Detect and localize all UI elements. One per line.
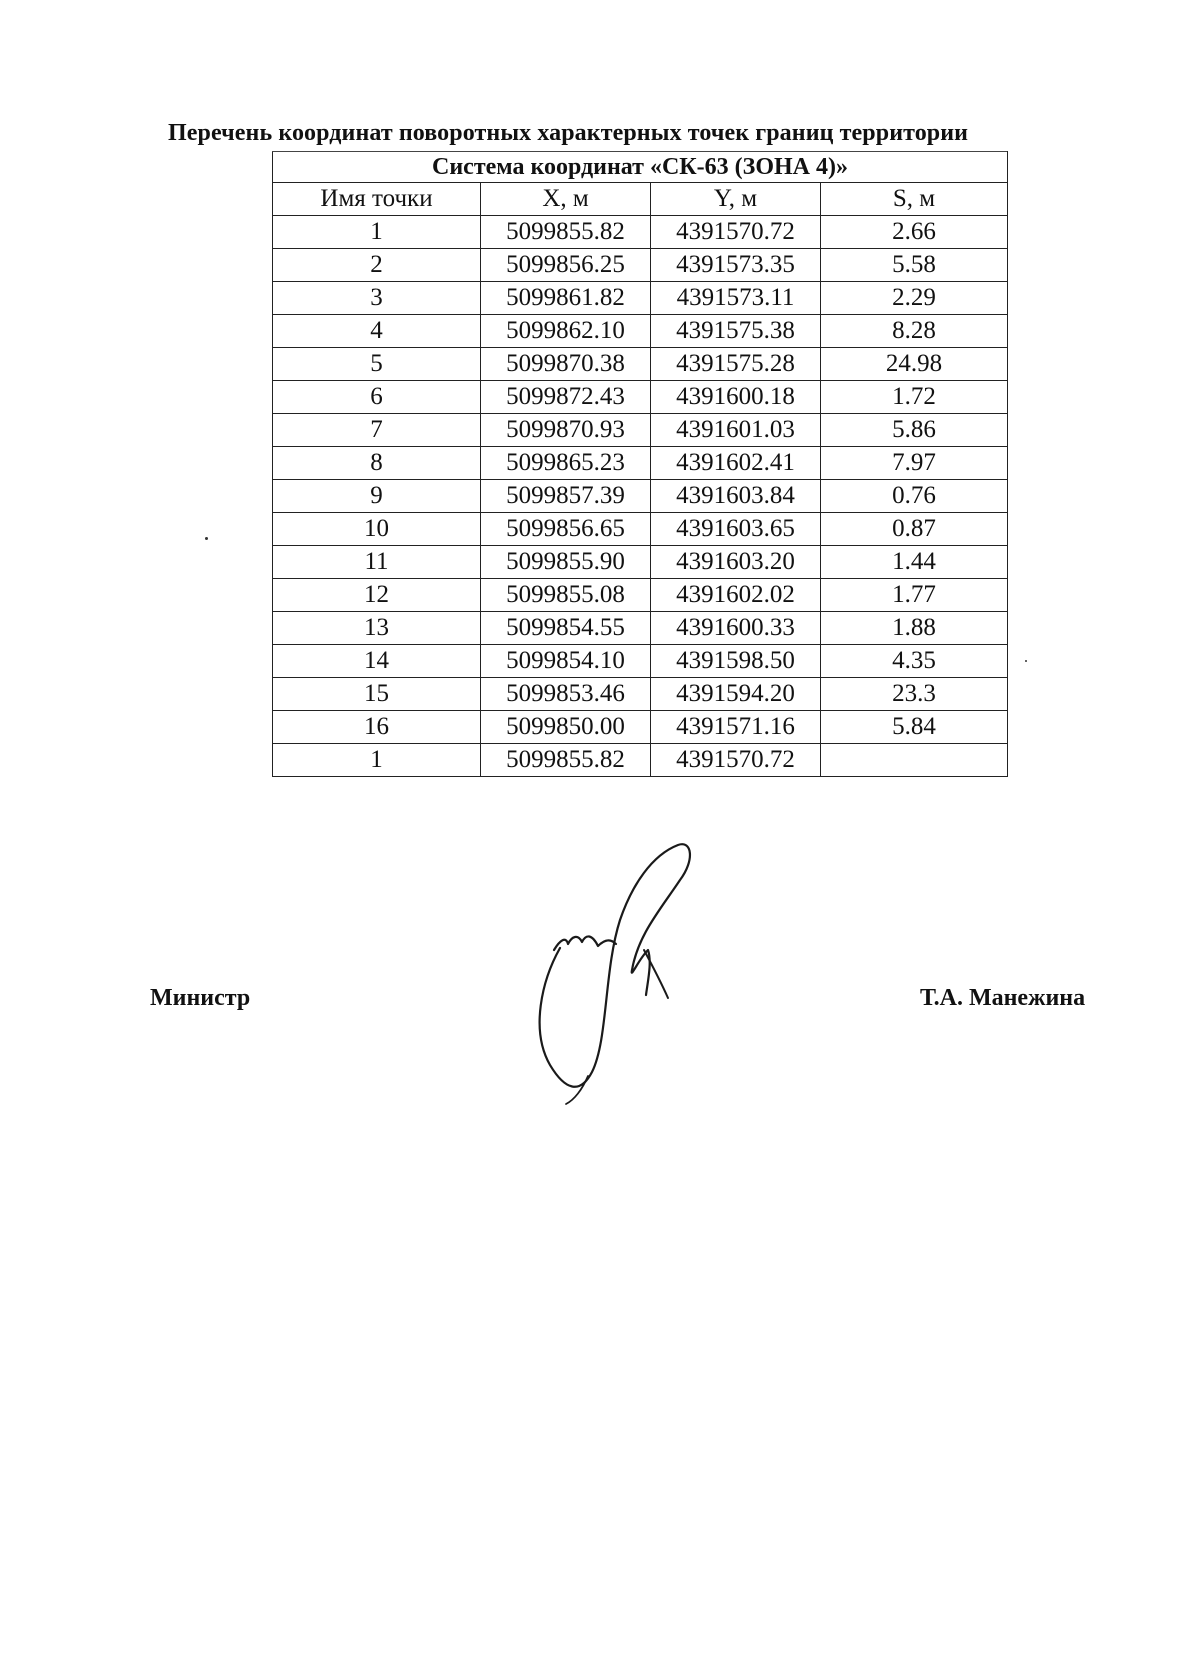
- handwritten-signature: [520, 840, 700, 1110]
- cell-x: 5099856.25: [481, 249, 651, 282]
- cell-point-name: 9: [273, 480, 481, 513]
- cell-x: 5099854.55: [481, 612, 651, 645]
- cell-s: 5.84: [821, 711, 1008, 744]
- cell-y: 4391571.16: [651, 711, 821, 744]
- table-row: [273, 381, 1008, 414]
- cell-y: 4391603.20: [651, 546, 821, 579]
- cell-y: 4391600.18: [651, 381, 821, 414]
- cell-s: [821, 744, 1008, 777]
- cell-s: 24.98: [821, 348, 1008, 381]
- cell-s: 2.66: [821, 216, 1008, 249]
- coordinates-table: [272, 151, 1008, 777]
- scan-speck: [205, 537, 208, 540]
- cell-y: 4391601.03: [651, 414, 821, 447]
- cell-y: 4391598.50: [651, 645, 821, 678]
- cell-y: 4391602.02: [651, 579, 821, 612]
- cell-s: 1.88: [821, 612, 1008, 645]
- table-row: [273, 216, 1008, 249]
- cell-y: 4391575.28: [651, 348, 821, 381]
- cell-s: 4.35: [821, 645, 1008, 678]
- cell-s: 23.3: [821, 678, 1008, 711]
- cell-point-name: 8: [273, 447, 481, 480]
- scan-speck: [1025, 660, 1027, 662]
- table-row: [273, 447, 1008, 480]
- cell-s: 1.77: [821, 579, 1008, 612]
- cell-point-name: 5: [273, 348, 481, 381]
- page-title: Перечень координат поворотных характерных точек границ территории: [168, 120, 969, 146]
- cell-y: 4391603.65: [651, 513, 821, 546]
- table-row: [273, 645, 1008, 678]
- cell-y: 4391570.72: [651, 744, 821, 777]
- table-row: [273, 282, 1008, 315]
- cell-s: 1.72: [821, 381, 1008, 414]
- table-row: [273, 579, 1008, 612]
- cell-point-name: 16: [273, 711, 481, 744]
- cell-x: 5099872.43: [481, 381, 651, 414]
- column-header-s: S, м: [821, 183, 1008, 216]
- cell-s: 1.44: [821, 546, 1008, 579]
- cell-s: 0.87: [821, 513, 1008, 546]
- cell-x: 5099854.10: [481, 645, 651, 678]
- cell-y: 4391602.41: [651, 447, 821, 480]
- cell-point-name: 1: [273, 744, 481, 777]
- cell-x: 5099853.46: [481, 678, 651, 711]
- cell-point-name: 2: [273, 249, 481, 282]
- cell-y: 4391573.11: [651, 282, 821, 315]
- cell-s: 5.86: [821, 414, 1008, 447]
- table-row: [273, 348, 1008, 381]
- cell-y: 4391600.33: [651, 612, 821, 645]
- table-row: [273, 249, 1008, 282]
- cell-s: 5.58: [821, 249, 1008, 282]
- cell-x: 5099857.39: [481, 480, 651, 513]
- cell-x: 5099870.93: [481, 414, 651, 447]
- signer-position: Министр: [150, 985, 251, 1011]
- cell-point-name: 3: [273, 282, 481, 315]
- cell-x: 5099855.90: [481, 546, 651, 579]
- cell-x: 5099861.82: [481, 282, 651, 315]
- cell-point-name: 1: [273, 216, 481, 249]
- cell-y: 4391594.20: [651, 678, 821, 711]
- cell-x: 5099870.38: [481, 348, 651, 381]
- cell-point-name: 14: [273, 645, 481, 678]
- cell-point-name: 13: [273, 612, 481, 645]
- cell-point-name: 6: [273, 381, 481, 414]
- signer-name: Т.А. Манежина: [920, 985, 1086, 1011]
- cell-x: 5099850.00: [481, 711, 651, 744]
- cell-x: 5099865.23: [481, 447, 651, 480]
- table-row: [273, 744, 1008, 777]
- table-body: [273, 216, 1008, 777]
- cell-x: 5099855.08: [481, 579, 651, 612]
- table-row: [273, 315, 1008, 348]
- cell-s: 7.97: [821, 447, 1008, 480]
- cell-point-name: 12: [273, 579, 481, 612]
- column-header-row: [273, 183, 1008, 216]
- column-header-x: X, м: [481, 183, 651, 216]
- cell-point-name: 4: [273, 315, 481, 348]
- cell-x: 5099856.65: [481, 513, 651, 546]
- table-row: [273, 612, 1008, 645]
- table-row: [273, 513, 1008, 546]
- table-row: [273, 678, 1008, 711]
- column-header-y: Y, м: [651, 183, 821, 216]
- table-row: [273, 414, 1008, 447]
- cell-point-name: 7: [273, 414, 481, 447]
- cell-point-name: 10: [273, 513, 481, 546]
- table-row: [273, 480, 1008, 513]
- cell-s: 8.28: [821, 315, 1008, 348]
- coordinate-system-header: Система координат «СК-63 (ЗОНА 4)»: [273, 152, 1008, 183]
- cell-point-name: 15: [273, 678, 481, 711]
- column-header-point-name: Имя точки: [273, 183, 481, 216]
- cell-x: 5099855.82: [481, 744, 651, 777]
- cell-y: 4391575.38: [651, 315, 821, 348]
- cell-x: 5099862.10: [481, 315, 651, 348]
- cell-y: 4391603.84: [651, 480, 821, 513]
- table-row: [273, 546, 1008, 579]
- cell-point-name: 11: [273, 546, 481, 579]
- cell-y: 4391573.35: [651, 249, 821, 282]
- cell-x: 5099855.82: [481, 216, 651, 249]
- cell-y: 4391570.72: [651, 216, 821, 249]
- table-row: [273, 711, 1008, 744]
- cell-s: 0.76: [821, 480, 1008, 513]
- cell-s: 2.29: [821, 282, 1008, 315]
